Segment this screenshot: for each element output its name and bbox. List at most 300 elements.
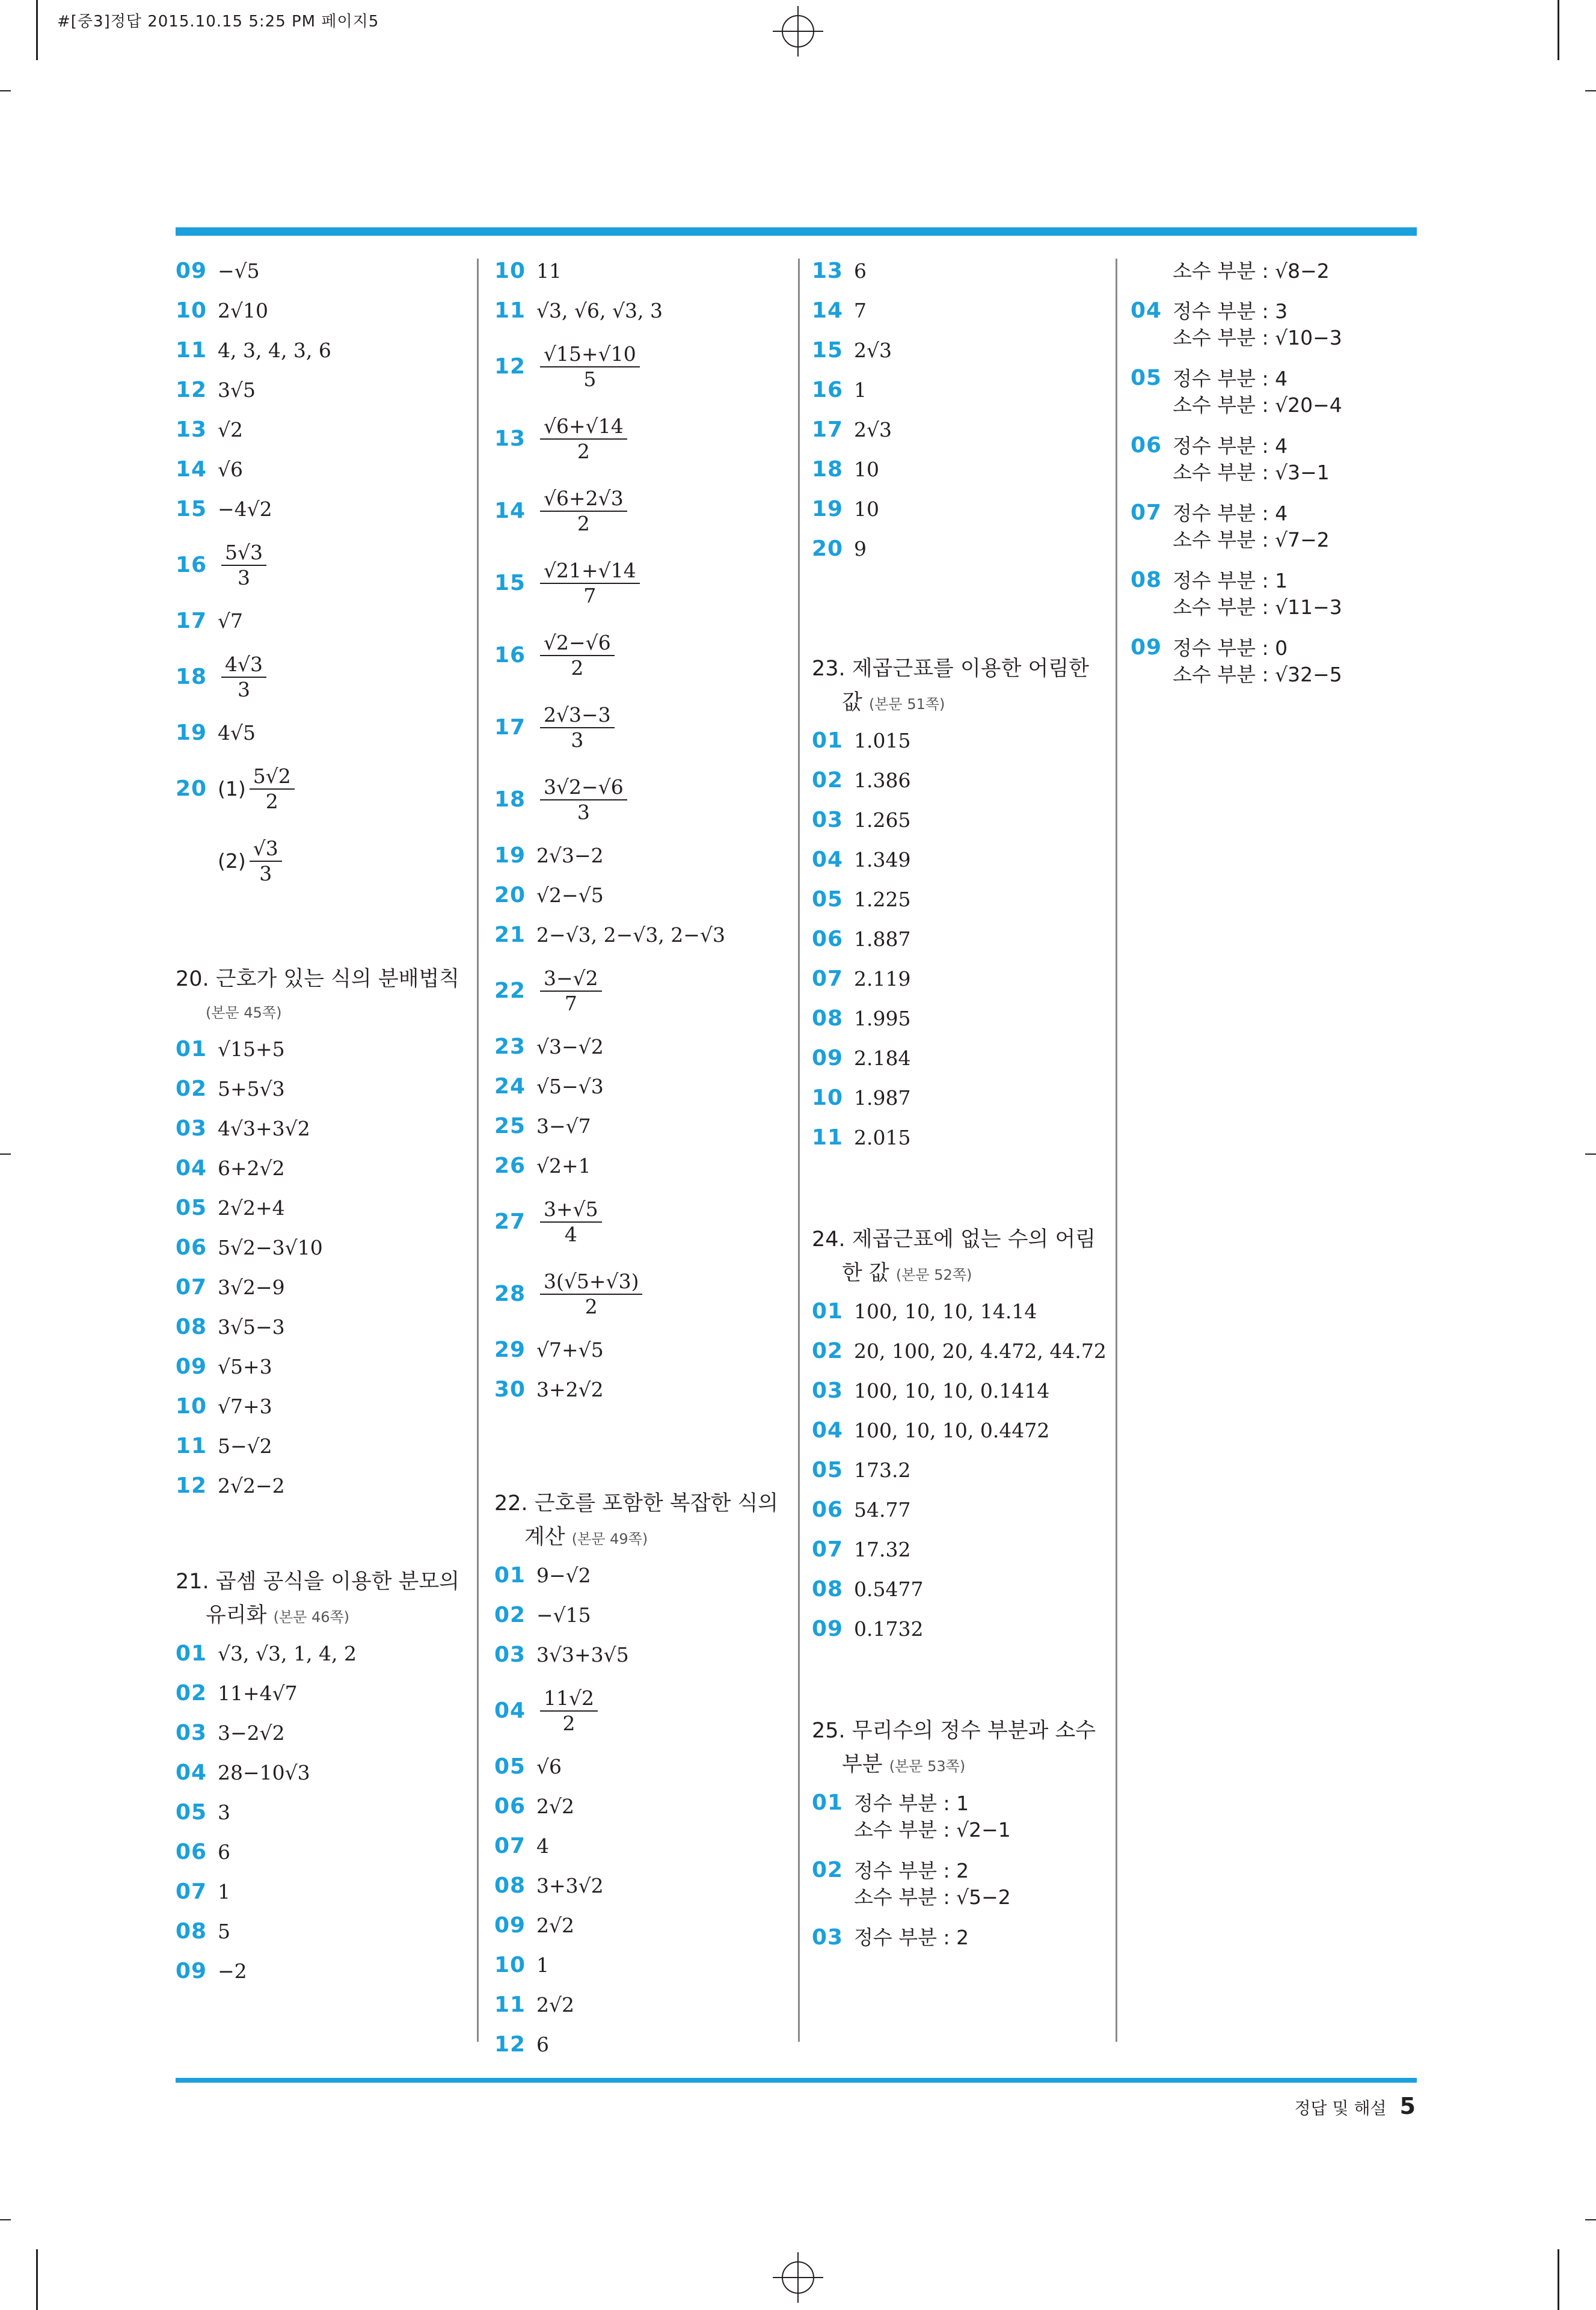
item-number: 03 bbox=[812, 1378, 844, 1403]
answer-row bbox=[494, 771, 795, 829]
answer-text: 6 bbox=[854, 259, 867, 283]
item-number: 15 bbox=[176, 497, 207, 521]
item-number: 12 bbox=[176, 1473, 207, 1498]
answer-text: √3−√2 bbox=[536, 1035, 604, 1058]
item-number: 07 bbox=[176, 1275, 207, 1300]
answer-text: 1.987 bbox=[854, 1086, 911, 1110]
item-number: 17 bbox=[494, 715, 526, 740]
answer-text: √3, √3, 1, 4, 2 bbox=[218, 1642, 357, 1665]
answer-text: 4√5 bbox=[218, 721, 256, 745]
numerator: 3√2−√6 bbox=[540, 775, 627, 800]
section-title: 23. 제곱근표를 이용한 어림한 값 (본문 51쪽) bbox=[812, 657, 1089, 714]
answer-text: 3−2√2 bbox=[218, 1721, 285, 1745]
answer-row bbox=[812, 1577, 1125, 1602]
answer-text: 0.1732 bbox=[854, 1617, 924, 1641]
answer-row bbox=[176, 1721, 463, 1746]
item-number: 22 bbox=[494, 978, 526, 1003]
answer-text: 2√2+4 bbox=[218, 1196, 285, 1220]
column-3 bbox=[812, 259, 1125, 1965]
denominator: 3 bbox=[577, 800, 590, 824]
answer-row bbox=[812, 768, 1125, 793]
answer-row bbox=[494, 1034, 795, 1060]
answer-text bbox=[854, 1790, 1011, 1843]
answer-row bbox=[494, 883, 795, 908]
item-number: 17 bbox=[812, 417, 844, 442]
item-number: 13 bbox=[812, 259, 844, 283]
item-number: 07 bbox=[812, 966, 844, 991]
answer-row bbox=[176, 1077, 463, 1102]
answer-row bbox=[494, 1265, 795, 1323]
answer-row bbox=[812, 417, 1125, 443]
answer-text: 1.887 bbox=[854, 927, 911, 951]
item-number: 12 bbox=[494, 354, 526, 379]
answer-text: 1.265 bbox=[854, 808, 911, 832]
item-number: 16 bbox=[176, 553, 207, 577]
answer-text: 3+2√2 bbox=[536, 1378, 604, 1401]
answer-row bbox=[494, 1992, 795, 2018]
answer-text: 2√3 bbox=[854, 418, 892, 441]
item-number: 05 bbox=[494, 1754, 526, 1779]
item-number: 27 bbox=[494, 1209, 526, 1234]
sub-label: (1) bbox=[218, 777, 246, 800]
item-number: 09 bbox=[812, 1046, 844, 1071]
answer-row bbox=[176, 1434, 463, 1459]
item-number: 02 bbox=[494, 1603, 526, 1627]
item-number: 24 bbox=[494, 1074, 526, 1099]
item-number: 11 bbox=[494, 1992, 526, 2017]
answer-text: 2√2 bbox=[536, 1795, 575, 1818]
item-number: 04 bbox=[176, 1156, 207, 1181]
answer-row bbox=[176, 1681, 463, 1706]
answer-row bbox=[494, 1873, 795, 1899]
item-number: 02 bbox=[176, 1681, 207, 1706]
answer-text: 6 bbox=[218, 1840, 230, 1864]
answer-text: 6 bbox=[536, 2033, 549, 2056]
item-number: 11 bbox=[812, 1125, 844, 1150]
answer-row bbox=[494, 1563, 795, 1588]
item-number: 07 bbox=[1131, 500, 1162, 525]
answer-text: 4√3+3√2 bbox=[218, 1117, 310, 1140]
answer-row bbox=[176, 338, 463, 363]
item-number: 04 bbox=[176, 1760, 207, 1785]
fraction: $\frac{4√3}{3}$ bbox=[221, 653, 266, 702]
answer-row bbox=[812, 1086, 1125, 1111]
answer-text: √7+√5 bbox=[536, 1338, 604, 1362]
print-header: #[중3]정답 2015.10.15 5:25 PM 페이지5 bbox=[57, 13, 379, 31]
item-number: 16 bbox=[812, 378, 844, 402]
crop-mark-tl-v bbox=[36, 0, 38, 60]
answer-text: 11 bbox=[536, 259, 562, 283]
item-number: 08 bbox=[812, 1006, 844, 1031]
answer-text: −√5 bbox=[218, 259, 260, 283]
item-number: 07 bbox=[176, 1879, 207, 1904]
answer-text: 1.386 bbox=[854, 769, 911, 792]
column-divider-2 bbox=[798, 259, 800, 2042]
item-number: 04 bbox=[494, 1698, 526, 1723]
item-number: 10 bbox=[494, 259, 526, 283]
answer-row bbox=[176, 648, 463, 706]
answer-text: 3√2−9 bbox=[218, 1276, 285, 1299]
answer-row bbox=[812, 927, 1125, 952]
top-rule bbox=[176, 227, 1417, 236]
fraction bbox=[540, 631, 615, 680]
item-number: 19 bbox=[494, 843, 526, 868]
item-number: 06 bbox=[176, 1235, 207, 1260]
answer-row bbox=[494, 1834, 795, 1859]
answer-row bbox=[176, 1959, 463, 1984]
answer-row bbox=[812, 1046, 1125, 1071]
answer-row bbox=[1131, 568, 1413, 621]
answer-row bbox=[494, 962, 795, 1020]
answer-row bbox=[812, 259, 1125, 284]
answer-text: √6 bbox=[536, 1755, 562, 1778]
item-number: 08 bbox=[176, 1919, 207, 1944]
item-number: 01 bbox=[494, 1563, 526, 1588]
answer-row bbox=[494, 1794, 795, 1819]
answer-row bbox=[176, 832, 463, 890]
answer-text: 54.77 bbox=[854, 1498, 911, 1522]
answer-text: 1.015 bbox=[854, 729, 911, 752]
item-number: 05 bbox=[176, 1800, 207, 1825]
answer-text: √2 bbox=[218, 418, 244, 441]
item-number: 03 bbox=[812, 808, 844, 832]
item-number: 19 bbox=[176, 720, 207, 745]
answer-row bbox=[494, 1114, 795, 1139]
item-number: 03 bbox=[812, 1925, 844, 1950]
answer-text: 100, 10, 10, 14.14 bbox=[854, 1300, 1037, 1323]
answer-row bbox=[812, 847, 1125, 873]
answer-row bbox=[494, 843, 795, 868]
item-number: 01 bbox=[812, 728, 844, 753]
answer-row bbox=[812, 1418, 1125, 1443]
answer-row bbox=[1131, 635, 1413, 688]
answer-text: 11+4√7 bbox=[218, 1682, 298, 1705]
answer-row bbox=[812, 1299, 1125, 1324]
answer-text: 5√2−3√10 bbox=[218, 1236, 323, 1259]
answer-text: −2 bbox=[218, 1959, 247, 1983]
page-footer bbox=[1295, 2093, 1416, 2119]
section-title: 20. 근호가 있는 식의 분배법칙 (본문 45쪽) bbox=[176, 967, 460, 1021]
answer-text: −4√2 bbox=[218, 497, 272, 521]
answer-text: √15+5 bbox=[218, 1037, 285, 1061]
decimal-part: 소수 부분 : √2−1 bbox=[854, 1818, 1011, 1842]
answer-row bbox=[494, 1338, 795, 1363]
item-number: 02 bbox=[176, 1077, 207, 1101]
fraction bbox=[540, 775, 627, 825]
item-number: 08 bbox=[494, 1873, 526, 1898]
answer-row bbox=[494, 1754, 795, 1780]
answer-row bbox=[176, 1760, 463, 1786]
integer-part: 정수 부분 : 4 bbox=[1173, 367, 1288, 390]
answer-row bbox=[812, 338, 1125, 363]
answer-text bbox=[1173, 568, 1342, 621]
fraction: $\frac{√3}{3}$ bbox=[250, 837, 282, 886]
answer-row bbox=[176, 1235, 463, 1261]
denominator: 2 bbox=[571, 656, 584, 680]
answer-row bbox=[812, 1125, 1125, 1150]
item-number: 14 bbox=[176, 457, 207, 482]
answer-text: √6 bbox=[218, 458, 244, 481]
answer-row bbox=[494, 410, 795, 468]
answer-row bbox=[812, 808, 1125, 833]
section-title: 24. 제곱근표에 없는 수의 어림 한 값 (본문 52쪽) bbox=[812, 1227, 1096, 1285]
decimal-part: 소수 부분 : √7−2 bbox=[1173, 528, 1330, 551]
integer-part: 정수 부분 : 1 bbox=[854, 1792, 969, 1815]
answer-row bbox=[494, 2032, 795, 2057]
fraction: $\frac{11√2}{2}$ bbox=[540, 1686, 598, 1736]
answer-row bbox=[176, 1037, 463, 1062]
answer-row bbox=[1131, 298, 1413, 351]
answer-row bbox=[494, 298, 795, 324]
item-number: 06 bbox=[812, 1498, 844, 1522]
answer-row bbox=[176, 1196, 463, 1221]
crop-mark-br-v bbox=[1558, 2249, 1559, 2310]
answer-text: 0.5477 bbox=[854, 1577, 924, 1601]
answer-row bbox=[812, 1858, 1125, 1911]
item-number: 08 bbox=[1131, 568, 1162, 592]
answer-row bbox=[1131, 259, 1413, 284]
item-number: 10 bbox=[494, 1953, 526, 1977]
answer-text: 9−√2 bbox=[536, 1564, 591, 1587]
answer-text: 1.225 bbox=[854, 888, 911, 911]
item-number: 03 bbox=[176, 1116, 207, 1141]
item-number: 06 bbox=[494, 1794, 526, 1819]
section-title: 22. 근호를 포함한 복잡한 식의 계산 (본문 49쪽) bbox=[494, 1491, 779, 1549]
bottom-rule bbox=[176, 2078, 1417, 2083]
answer-row bbox=[812, 1617, 1125, 1642]
item-number: 08 bbox=[176, 1315, 207, 1339]
answer-text: √5+3 bbox=[218, 1355, 272, 1378]
item-number: 07 bbox=[494, 1834, 526, 1858]
denominator: 2 bbox=[577, 512, 590, 535]
answer-row bbox=[494, 1682, 795, 1740]
answer-text: 3√3+3√5 bbox=[536, 1643, 629, 1666]
answer-text: √5−√3 bbox=[536, 1075, 604, 1098]
answer-row bbox=[812, 1537, 1125, 1562]
answer-text: 20, 100, 20, 4.472, 44.72 bbox=[854, 1339, 1106, 1363]
answer-row bbox=[494, 1603, 795, 1628]
item-number: 19 bbox=[812, 497, 844, 521]
fraction: $\frac{3+√5}{4}$ bbox=[540, 1197, 602, 1247]
fraction: $\frac{5√2}{2}$ bbox=[250, 764, 295, 814]
answer-text: 2√3 bbox=[854, 339, 892, 362]
item-number: 26 bbox=[494, 1153, 526, 1178]
answer-row bbox=[176, 1116, 463, 1141]
answer-text bbox=[1173, 500, 1330, 553]
answer-text: 173.2 bbox=[854, 1458, 911, 1482]
item-number: 02 bbox=[812, 1339, 844, 1363]
answer-text bbox=[1173, 366, 1342, 419]
crop-mark-l1-h bbox=[0, 90, 11, 91]
item-number: 18 bbox=[494, 787, 526, 812]
item-number: 25 bbox=[494, 1114, 526, 1138]
answer-text: 5+5√3 bbox=[218, 1077, 285, 1101]
decimal-part: 소수 부분 : √11−3 bbox=[1173, 595, 1342, 619]
answer-row bbox=[494, 1377, 795, 1402]
item-number: 05 bbox=[812, 1458, 844, 1482]
item-number: 10 bbox=[176, 298, 207, 323]
answer-row bbox=[494, 1642, 795, 1668]
item-number: 01 bbox=[812, 1299, 844, 1324]
answer-row bbox=[812, 966, 1125, 992]
integer-part: 정수 부분 : 4 bbox=[1173, 502, 1288, 525]
numerator: √21+√14 bbox=[540, 559, 640, 584]
fraction bbox=[540, 414, 627, 464]
answer-text: 3−√7 bbox=[536, 1114, 591, 1138]
item-number: 01 bbox=[176, 1037, 207, 1061]
denominator: 7 bbox=[583, 584, 597, 607]
item-number: 04 bbox=[812, 847, 844, 872]
answer-row bbox=[494, 554, 795, 612]
answer-text: 2.015 bbox=[854, 1126, 911, 1149]
answer-text: √7+3 bbox=[218, 1395, 272, 1418]
answer-text: 10 bbox=[854, 458, 879, 481]
item-number: 02 bbox=[812, 768, 844, 793]
answer-row bbox=[176, 1919, 463, 1944]
answer-text: 4, 3, 4, 3, 6 bbox=[218, 339, 331, 362]
decimal-part: 소수 부분 : √32−5 bbox=[1173, 663, 1342, 686]
fraction: $\frac{5√3}{3}$ bbox=[221, 541, 266, 590]
item-number: 09 bbox=[176, 259, 207, 283]
numerator: √6+2√3 bbox=[540, 487, 627, 512]
column-4 bbox=[1131, 259, 1413, 702]
answer-text: √2+1 bbox=[536, 1154, 591, 1178]
answer-row bbox=[494, 627, 795, 684]
answer-row bbox=[812, 298, 1125, 324]
answer-text: 1 bbox=[218, 1880, 230, 1903]
item-number: 09 bbox=[812, 1617, 844, 1641]
answer-row bbox=[494, 699, 795, 757]
answer-row bbox=[494, 1074, 795, 1099]
answer-row bbox=[494, 1953, 795, 1978]
numerator: √6+√14 bbox=[540, 414, 627, 440]
decimal-part: 소수 부분 : √3−1 bbox=[1173, 461, 1330, 484]
footer-label: 정답 및 해설 bbox=[1294, 2098, 1387, 2118]
answer-row bbox=[176, 1800, 463, 1825]
answer-row bbox=[812, 887, 1125, 912]
numerator: 2√3−3 bbox=[540, 703, 615, 728]
item-number: 06 bbox=[176, 1840, 207, 1864]
answer-row bbox=[1131, 500, 1413, 553]
item-number: 01 bbox=[176, 1641, 207, 1666]
answer-text: 1 bbox=[854, 378, 867, 402]
item-number: 10 bbox=[176, 1394, 207, 1419]
answer-text: 3 bbox=[218, 1801, 230, 1824]
answer-row bbox=[176, 1394, 463, 1419]
integer-part: 정수 부분 : 4 bbox=[1173, 434, 1288, 458]
item-number: 30 bbox=[494, 1377, 526, 1402]
answer-text: 2−√3, 2−√3, 2−√3 bbox=[536, 923, 725, 947]
item-number: 16 bbox=[494, 643, 526, 668]
decimal-part: 소수 부분 : √10−3 bbox=[1173, 326, 1342, 349]
item-number: 11 bbox=[176, 338, 207, 363]
answer-row bbox=[812, 1925, 1125, 1950]
answer-text: −√15 bbox=[536, 1603, 591, 1627]
answer-text: 4 bbox=[536, 1834, 549, 1858]
denominator: 2 bbox=[577, 440, 590, 463]
answer-text: 9 bbox=[854, 537, 867, 561]
item-number: 06 bbox=[1131, 433, 1162, 458]
answer-row bbox=[176, 1315, 463, 1340]
section-title: 21. 곱셈 공식을 이용한 분모의 유리화 (본문 46쪽) bbox=[176, 1570, 460, 1627]
answer-text bbox=[854, 1858, 1011, 1911]
answer-row bbox=[176, 298, 463, 324]
answer-text: 100, 10, 10, 0.4472 bbox=[854, 1419, 1050, 1442]
crop-mark-l2-h bbox=[0, 2219, 11, 2220]
answer-row bbox=[812, 457, 1125, 482]
answer-text: 2√3−2 bbox=[536, 844, 604, 867]
item-number: 09 bbox=[176, 1959, 207, 1983]
registration-mark-top bbox=[773, 6, 823, 57]
answer-text: 2√10 bbox=[218, 299, 269, 322]
item-number: 20 bbox=[494, 883, 526, 908]
item-number: 20 bbox=[176, 776, 207, 801]
answer-row bbox=[176, 609, 463, 634]
answer-text: 10 bbox=[854, 497, 879, 521]
answer-text: √3, √6, √3, 3 bbox=[536, 299, 663, 322]
item-number: 07 bbox=[812, 1537, 844, 1562]
item-number: 18 bbox=[176, 665, 207, 689]
item-number: 05 bbox=[176, 1196, 207, 1220]
item-number: 02 bbox=[812, 1858, 844, 1882]
page-number: 5 bbox=[1399, 2093, 1416, 2119]
answer-row bbox=[176, 1354, 463, 1380]
item-number: 10 bbox=[812, 1086, 844, 1110]
crop-mark-r2-h bbox=[1585, 2219, 1596, 2220]
answer-text: 7 bbox=[854, 299, 867, 322]
answer-row bbox=[176, 1275, 463, 1300]
item-number: 12 bbox=[176, 378, 207, 402]
fraction bbox=[540, 559, 640, 608]
answer-row bbox=[812, 536, 1125, 562]
registration-mark-bottom bbox=[773, 2252, 823, 2303]
column-divider-1 bbox=[477, 259, 479, 2042]
item-number: 29 bbox=[494, 1338, 526, 1362]
answer-text: 28−10√3 bbox=[218, 1761, 310, 1784]
item-number: 15 bbox=[812, 338, 844, 363]
answer-row bbox=[812, 1790, 1125, 1843]
item-number: 01 bbox=[812, 1790, 844, 1815]
answer-row bbox=[494, 482, 795, 540]
crop-mark-tr-v bbox=[1558, 0, 1559, 60]
answer-row bbox=[494, 338, 795, 396]
item-number: 05 bbox=[1131, 366, 1162, 390]
item-number: 18 bbox=[812, 457, 844, 482]
answer-row bbox=[494, 1193, 795, 1251]
item-number: 21 bbox=[494, 923, 526, 947]
answer-row bbox=[494, 259, 795, 284]
item-number: 05 bbox=[812, 887, 844, 912]
answer-text: 1 bbox=[536, 1953, 549, 1977]
integer-part: 정수 부분 : 3 bbox=[1173, 300, 1288, 323]
item-number: 23 bbox=[494, 1034, 526, 1059]
answer-text: 100, 10, 10, 0.1414 bbox=[854, 1379, 1050, 1402]
crop-mark-lm-h bbox=[0, 1153, 11, 1155]
answer-row bbox=[176, 1840, 463, 1865]
answer-row bbox=[494, 1153, 795, 1179]
answer-text bbox=[1173, 433, 1330, 486]
answer-text: 5−√2 bbox=[218, 1434, 272, 1458]
integer-part: 정수 부분 : 0 bbox=[1173, 636, 1288, 660]
answer-row bbox=[812, 1006, 1125, 1031]
answer-text: √2−√5 bbox=[536, 883, 604, 907]
answer-text: 17.32 bbox=[854, 1538, 911, 1561]
answer-text: 소수 부분 : √8−2 bbox=[1173, 259, 1330, 283]
answer-row bbox=[176, 497, 463, 522]
answer-text: 1.995 bbox=[854, 1007, 911, 1030]
answer-row bbox=[176, 720, 463, 746]
crop-mark-bl-v bbox=[36, 2249, 38, 2310]
